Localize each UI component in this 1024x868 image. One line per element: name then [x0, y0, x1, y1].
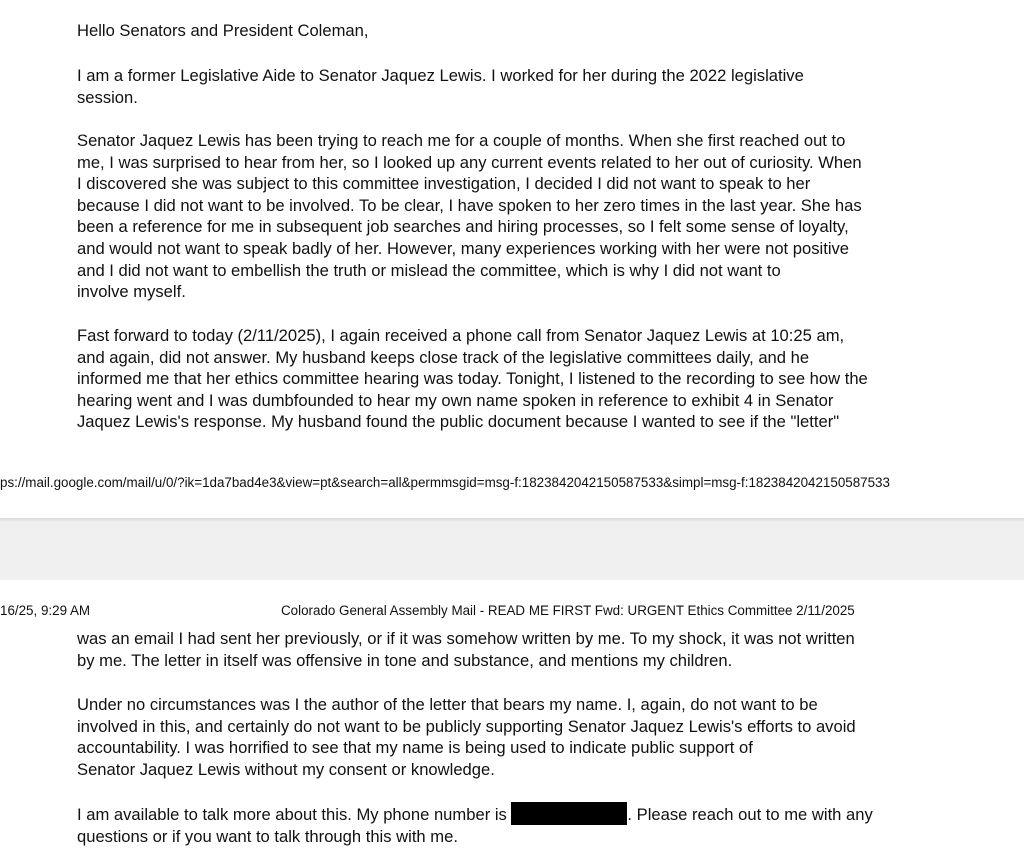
text-line: was an email I had sent her previously, or if it was somehow written by me. To my shock, it was not written [77, 629, 855, 648]
greeting-paragraph [77, 20, 982, 42]
paragraph-denial [77, 694, 982, 780]
text-line: Senator Jaquez Lewis without my consent or knowledge. [77, 759, 495, 779]
print-header-date: 16/25, 9:29 AM [0, 603, 91, 618]
text-line: by me. The letter in itself was offensive in tone and substance, and mentions my children. [77, 650, 733, 670]
text-line: involved in this, and certainly do not want to be publicly supporting Senator Jaquez Lewis's efforts to avoid [77, 716, 856, 736]
text-line: because I did not want to be involved. To be clear, I have spoken to her zero times in the last year. She has [77, 195, 862, 215]
text-line: Jaquez Lewis's response. My husband found the public document because I wanted to see if the "letter" [77, 412, 840, 432]
redacted-phone-number [511, 802, 627, 825]
contact-text-before: I am available to talk more about this. My phone number is [77, 805, 512, 824]
text-line: involve myself. [77, 282, 186, 302]
page-footer-url: ps://mail.google.com/mail/u/0/?ik=1da7bad4e3&view=pt&search=all&permmsgid=msg-f:1823842042150587533&simpl=msg-f:1823842042150587533 [0, 475, 890, 490]
text-line: Under no circumstances was I the author of the letter that bears my name. I, again, do not want to be [77, 695, 818, 714]
greeting-line: Hello Senators and President Coleman, [77, 21, 369, 40]
contact-text-after: . Please reach out to me with any [627, 805, 873, 824]
contact-line [77, 802, 982, 826]
text-line: informed me that her ethics committee hearing was today. Tonight, I listened to the recording to see how the [77, 369, 868, 389]
paragraph-contact [77, 802, 982, 847]
text-line: session. [77, 87, 138, 107]
text-line: questions or if you want to talk through this with me. [77, 826, 458, 846]
page-separator [0, 518, 1024, 580]
text-line: me, I was surprised to hear from her, so I looked up any current events related to her out of curiosity. When [77, 152, 862, 172]
text-line: been a reference for me in subsequent job searches and hiring processes, so I felt some sense of loyalty, [77, 217, 849, 237]
text-line: and would not want to speak badly of her. However, many experiences working with her were not positive [77, 238, 850, 258]
text-line: Senator Jaquez Lewis has been trying to reach me for a couple of months. When she first reached out to [77, 131, 846, 150]
text-line: and again, did not answer. My husband keeps close track of the legislative committees daily, and he [77, 347, 810, 367]
text-line: I discovered she was subject to this committee investigation, I decided I did not want to speak to her [77, 174, 811, 194]
text-line: Fast forward to today (2/11/2025), I again received a phone call from Senator Jaquez Lewis at 10:25 am, [77, 326, 845, 345]
paragraph-intro [77, 65, 982, 108]
text-line: accountability. I was horrified to see that my name is being used to indicate public support of [77, 738, 753, 758]
text-line: and I did not want to embellish the truth or mislead the committee, which is why I did not want to [77, 260, 781, 280]
print-header-title: Colorado General Assembly Mail - READ ME FIRST Fwd: URGENT Ethics Committee 2/11/2025 [281, 603, 855, 618]
paragraph-continuation [77, 628, 982, 671]
paragraph-background [77, 130, 982, 303]
text-line: hearing went and I was dumbfounded to hear my own name spoken in reference to exhibit 4 in Senator [77, 390, 834, 410]
page-separator-shadow [0, 518, 1024, 522]
paragraph-hearing [77, 325, 982, 433]
text-line: I am a former Legislative Aide to Senator Jaquez Lewis. I worked for her during the 2022 legislative [77, 66, 804, 85]
